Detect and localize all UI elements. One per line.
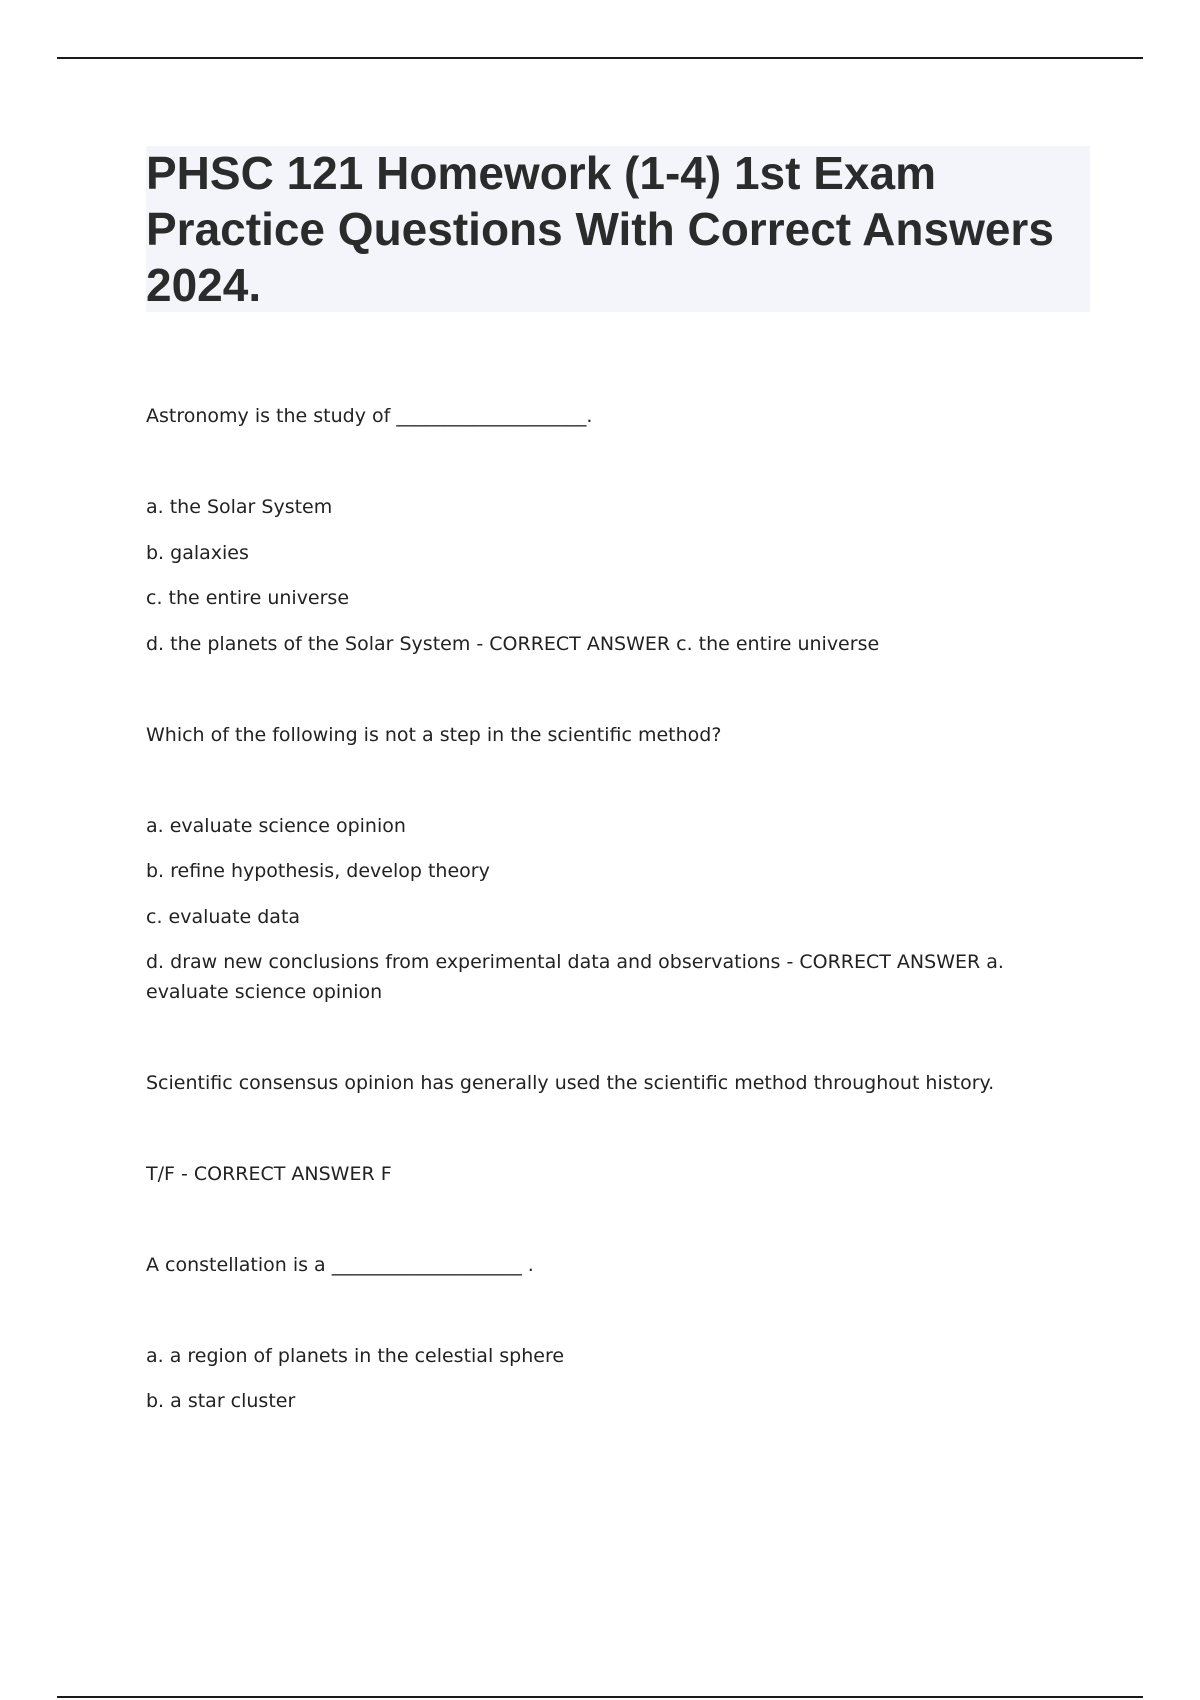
q1-option-c: c. the entire universe [146, 587, 350, 609]
q4-question: A constellation is a ____________________ . [146, 1254, 534, 1276]
top-rule [57, 57, 1143, 59]
q1-option-d-answer: d. the planets of the Solar System - CORRECT ANSWER c. the entire universe [146, 633, 880, 655]
q3-answer: T/F - CORRECT ANSWER F [146, 1163, 392, 1185]
q2-question: Which of the following is not a step in the scientific method? [146, 724, 722, 746]
q2-option-b: b. refine hypothesis, develop theory [146, 860, 490, 882]
bottom-rule [57, 1696, 1143, 1698]
q3-question: Scientific consensus opinion has generally used the scientific method throughout history. [146, 1072, 995, 1094]
q2-option-d-answer: d. draw new conclusions from experimental data and observations - CORRECT ANSWER a. evaluate science opinion [146, 951, 1010, 1003]
q2-option-c: c. evaluate data [146, 906, 301, 928]
q1-option-a: a. the Solar System [146, 496, 333, 518]
q1-question: Astronomy is the study of ____________________. [146, 405, 593, 427]
q2-option-a: a. evaluate science opinion [146, 815, 406, 837]
q1-option-b: b. galaxies [146, 542, 249, 564]
q4-option-b: b. a star cluster [146, 1390, 296, 1412]
document-title: PHSC 121 Homework (1-4) 1st Exam Practice Questions With Correct Answers 2024. [146, 147, 1054, 311]
q4-option-a: a. a region of planets in the celestial sphere [146, 1345, 565, 1367]
